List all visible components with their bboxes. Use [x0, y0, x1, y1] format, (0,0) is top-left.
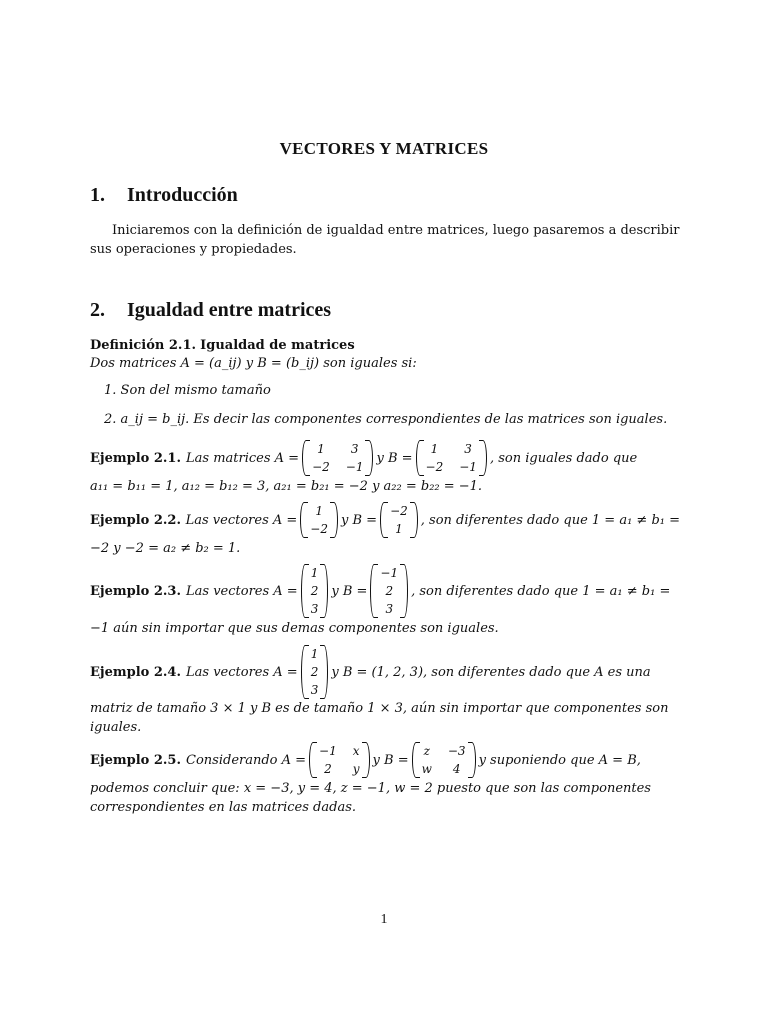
- matrix-cell: 1: [395, 522, 403, 536]
- example-line-3: iguales.: [90, 720, 142, 735]
- vector-a: [300, 502, 338, 538]
- matrix-cell: −2: [310, 522, 328, 536]
- matrix-cell: 1: [310, 566, 319, 580]
- matrix-cell: 2: [310, 665, 319, 679]
- matrix-cell: 3: [310, 602, 319, 616]
- matrix-cell: −1: [345, 460, 364, 474]
- example-label: Ejemplo 2.5.: [90, 752, 182, 768]
- example-line-2: podemos concluir que: x = −3, y = 4, z = −1, w = 2 puesto que son las componentes: [90, 781, 651, 796]
- example-text: Las vectores A =: [185, 512, 298, 528]
- example-2-5: [90, 742, 680, 817]
- matrix-cell: 3: [350, 442, 359, 456]
- matrix-cell: y: [352, 762, 360, 776]
- example-2-4: [90, 645, 680, 737]
- example-text: y B =: [372, 752, 409, 768]
- matrix-cell: w: [421, 762, 432, 776]
- matrix-b: [416, 440, 487, 476]
- example-text: , son diferentes dado que 1 = a₁ ≠ b₁ =: [411, 583, 671, 599]
- example-2-2: [90, 502, 680, 558]
- example-2-1: [90, 440, 680, 496]
- example-line-2: −2 y −2 = a₂ ≠ b₂ = 1.: [90, 541, 241, 556]
- example-text: Las vectores A =: [186, 583, 298, 599]
- matrix-cell: 3: [385, 602, 394, 616]
- matrix-cell: 2: [324, 762, 332, 776]
- matrix-cell: 3: [310, 683, 319, 697]
- example-line-2: a₁₁ = b₁₁ = 1, a₁₂ = b₁₂ = 3, a₂₁ = b₂₁ = −2 y a₂₂ = b₂₂ = −1.: [90, 479, 483, 494]
- matrix-cell: −3: [447, 744, 466, 758]
- list-item-2: 2. a_ij = b_ij. Es decir las componentes correspondientes de las matrices son iguales.: [104, 412, 668, 427]
- definition-heading: [90, 336, 680, 355]
- section-2-heading: [90, 299, 331, 322]
- matrix-cell: −2: [425, 460, 444, 474]
- vector-a: [301, 564, 329, 618]
- matrix-cell: −1: [459, 460, 477, 474]
- example-text: Considerando A =: [186, 752, 307, 768]
- document-title: VECTORES Y MATRICES: [279, 139, 489, 158]
- example-line-2: −1 aún sin importar que sus demas componentes son iguales.: [90, 621, 499, 636]
- intro-line-2: sus operaciones y propiedades.: [90, 242, 297, 257]
- example-text: y B =: [341, 512, 378, 528]
- vector-b: [380, 502, 418, 538]
- example-label: Ejemplo 2.4.: [90, 664, 182, 680]
- definition-label: Definición 2.1.: [90, 338, 197, 353]
- example-text: Las matrices A =: [186, 450, 300, 466]
- matrix-cell: 2: [310, 584, 319, 598]
- matrix-cell: 2: [385, 584, 394, 598]
- vector-b: [370, 564, 408, 618]
- example-line-3: correspondientes en las matrices dadas.: [90, 800, 356, 815]
- matrix-cell: z: [423, 744, 430, 758]
- matrix-cell: 1: [317, 442, 325, 456]
- example-text: Las vectores A =: [186, 664, 298, 680]
- example-text: , son diferentes dado que 1 = a₁ ≠ b₁ =: [420, 512, 680, 528]
- matrix-cell: −2: [312, 460, 330, 474]
- example-text: y suponiendo que A = B,: [478, 752, 641, 768]
- matrix-cell: −2: [390, 504, 408, 518]
- section-number: 1.: [90, 184, 105, 206]
- definition-name: Igualdad de matrices: [200, 338, 355, 353]
- matrix-cell: −1: [380, 566, 399, 580]
- example-label: Ejemplo 2.1.: [90, 450, 182, 466]
- example-text: y B = (1, 2, 3), son diferentes dado que A es una: [331, 664, 651, 680]
- matrix-a: [309, 742, 369, 778]
- matrix-cell: 4: [452, 762, 461, 776]
- intro-line-1: Iniciaremos con la definición de igualdad entre matrices, luego pasaremos a describir: [112, 223, 680, 238]
- matrix-cell: 1: [315, 504, 323, 518]
- example-label: Ejemplo 2.3.: [90, 583, 182, 599]
- example-line-2: matriz de tamaño 3 × 1 y B es de tamaño 1 × 3, aún sin importar que componentes son: [90, 701, 669, 716]
- matrix-cell: 3: [464, 442, 472, 456]
- section-title: Introducción: [127, 184, 238, 206]
- example-label: Ejemplo 2.2.: [90, 512, 182, 528]
- matrix-cell: x: [352, 744, 360, 758]
- example-text: y B =: [331, 583, 368, 599]
- matrix-b: [412, 742, 476, 778]
- matrix-cell: 1: [430, 442, 439, 456]
- matrix-cell: 1: [310, 647, 319, 661]
- section-title: Igualdad entre matrices: [127, 299, 332, 321]
- section-1-heading: [90, 184, 238, 207]
- example-2-3: [90, 564, 680, 638]
- example-text: y B =: [376, 450, 413, 466]
- vector-a: [301, 645, 329, 699]
- matrix-a: [302, 440, 373, 476]
- list-item-1: 1. Son del mismo tamaño: [104, 383, 271, 398]
- section-number: 2.: [90, 299, 105, 321]
- page-number: 1: [380, 912, 388, 927]
- example-text: , son iguales dado que: [489, 450, 638, 466]
- definition-text: Dos matrices A = (a_ij) y B = (b_ij) son iguales si:: [90, 356, 417, 371]
- matrix-cell: −1: [319, 744, 337, 758]
